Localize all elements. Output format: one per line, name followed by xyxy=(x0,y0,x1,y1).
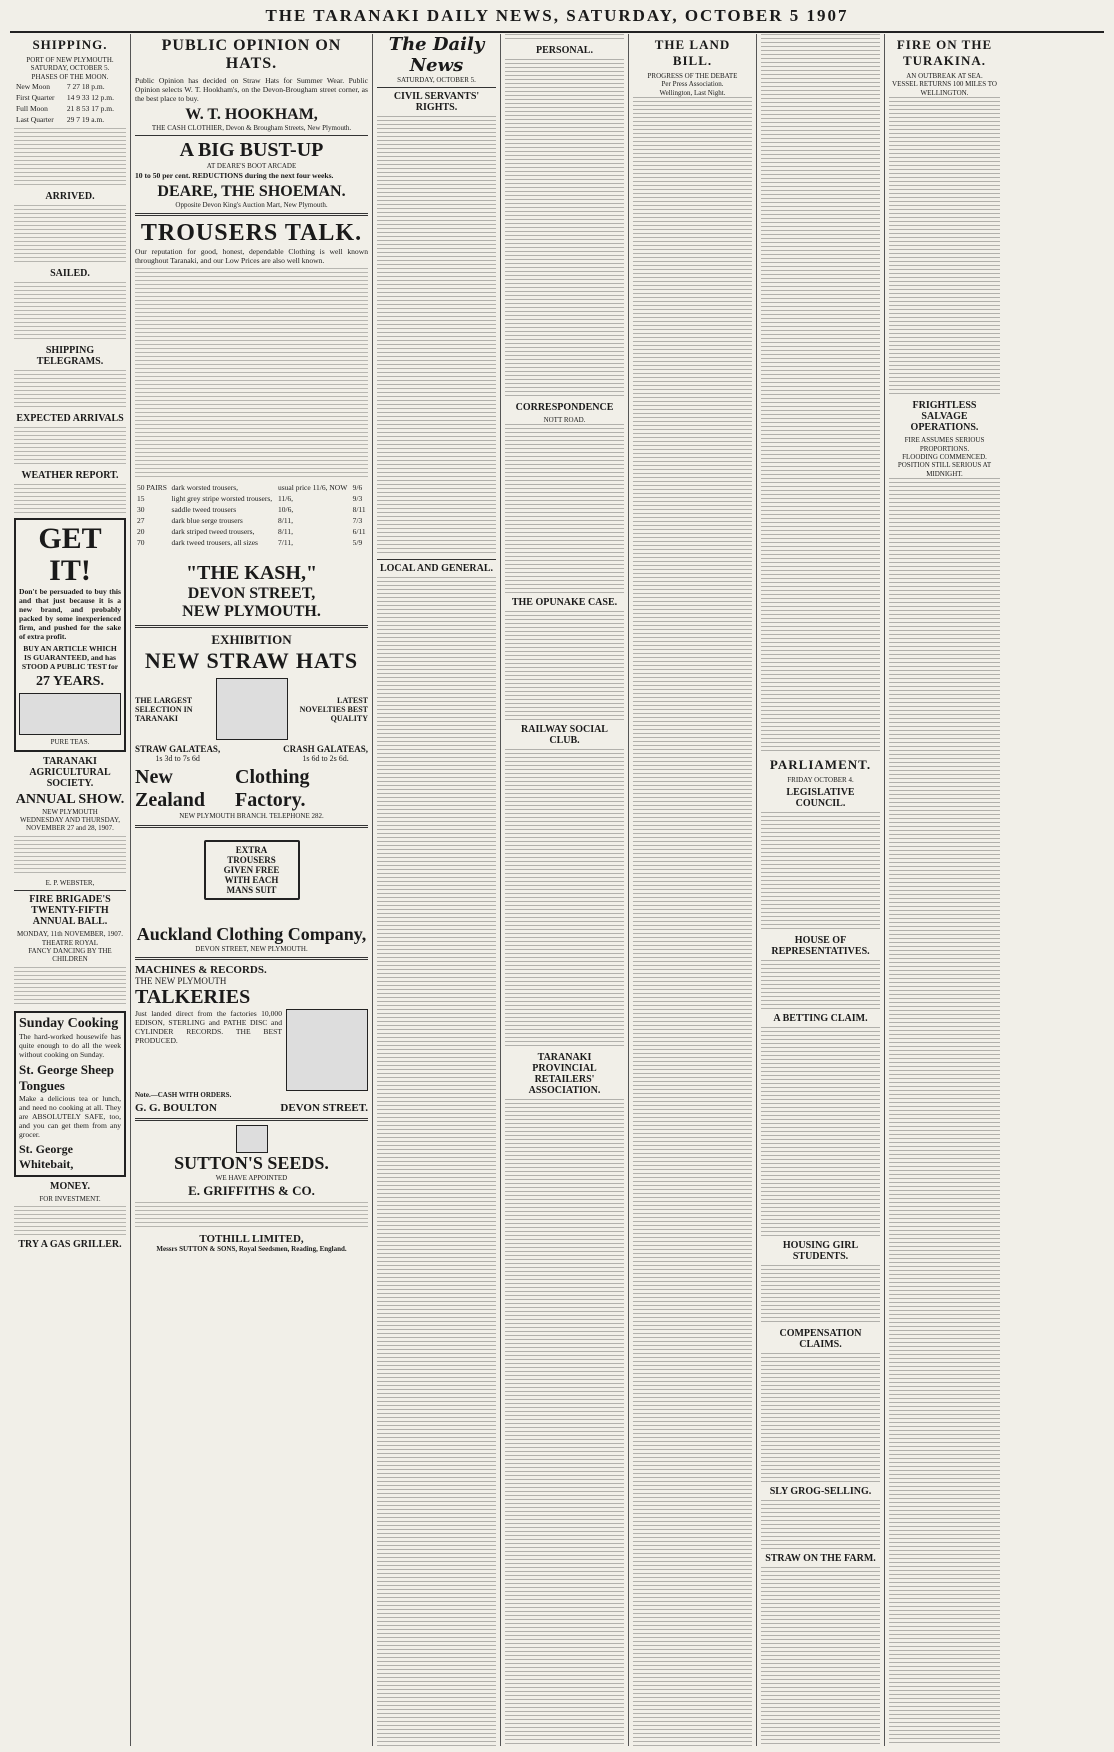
show-place: NEW PLYMOUTH xyxy=(42,807,98,816)
table-row xyxy=(14,81,126,92)
text-block xyxy=(505,34,624,42)
now-cell: 8/11 xyxy=(352,505,366,515)
qty-cell: 30 xyxy=(137,505,145,515)
get-it-years: 27 YEARS. xyxy=(36,674,104,690)
straw-galateas-price: 1s 3d to 7s 6d xyxy=(155,754,200,764)
get-it-text-2: BUY AN ARTICLE WHICH IS GUARANTEED, and has STOOD A PUBLIC TEST for xyxy=(21,644,119,672)
gas-griller: TRY A GAS GRILLER. xyxy=(18,1239,122,1251)
text-block xyxy=(761,1027,880,1237)
railway-heading: RAILWAY SOCIAL CLUB. xyxy=(521,724,608,747)
qty-cell: 15 xyxy=(137,494,145,504)
qty-cell: 70 xyxy=(137,538,145,548)
columns xyxy=(10,34,1104,1746)
sunday-cooking-ad xyxy=(14,1011,126,1177)
desc-cell: saddle tweed trousers xyxy=(171,505,237,515)
talkeries-title: TALKERIES xyxy=(135,986,251,1009)
moon-value: 29 7 19 a.m. xyxy=(66,115,105,125)
clothing-factory: Clothing Factory. xyxy=(235,766,310,812)
column-personal xyxy=(500,34,628,1746)
george-text: Make a delicious tea or lunch, and need no cooking at all. They are ABSOLUTELY SAFE, too, and you can get them from any grocer. xyxy=(19,1093,121,1139)
crest-icon xyxy=(236,1125,268,1153)
machines-title: MACHINES & RECORDS. xyxy=(135,964,267,977)
text-block xyxy=(889,97,1000,397)
frightless-heading: FRIGHTLESS SALVAGE OPERATIONS. xyxy=(910,400,979,434)
extra-trousers-badge: EXTRA TROUSERS GIVEN FREE WITH EACH MANS SUIT xyxy=(204,840,300,900)
nz-sub: NEW PLYMOUTH BRANCH. TELEPHONE 282. xyxy=(179,812,324,821)
text-block xyxy=(761,1353,880,1483)
fire-ball-heading: FIRE BRIGADE'S TWENTY-FIFTH ANNUAL BALL. xyxy=(29,894,111,928)
usual-cell: 11/6, xyxy=(278,494,293,504)
table-row xyxy=(14,114,126,125)
fancy-dancing: FANCY DANCING BY THE CHILDREN xyxy=(28,947,112,964)
column-shipping xyxy=(10,34,130,1746)
trousers-text: Our reputation for good, honest, dependable Clothing is well known throughout Taranaki, and our Low Prices are also well known. xyxy=(135,247,368,266)
text-block xyxy=(14,484,126,514)
trousers-table xyxy=(135,482,368,548)
text-block xyxy=(505,424,624,594)
press-label: Per Press Association. xyxy=(661,80,724,89)
progress-heading: PROGRESS OF THE DEBATE xyxy=(647,72,738,80)
usual-cell: usual price 11/6, NOW xyxy=(278,483,348,493)
qty-cell: 50 PAIRS xyxy=(137,483,167,493)
table-row xyxy=(135,515,368,526)
get-it-text: Don't be persuaded to buy this and that just because it is a new brand, and probably packed by some inexperienced firm, and pushed for the sake of extra profit. xyxy=(19,587,121,642)
text-block xyxy=(377,577,496,1746)
sly-heading: SLY GROG-SELLING. xyxy=(769,1486,872,1498)
parliament-heading: PARLIAMENT. xyxy=(769,757,872,772)
correspondence-heading: CORRESPONDENCE xyxy=(515,402,614,413)
hat-icon xyxy=(216,678,288,740)
moon-label: Last Quarter xyxy=(16,115,54,125)
desc-cell: light grey stripe worsted trousers, xyxy=(171,494,273,504)
expected-arrivals-heading: EXPECTED ARRIVALS xyxy=(16,413,124,425)
now-cell: 9/3 xyxy=(352,494,363,504)
moon-table xyxy=(14,81,126,125)
table-row xyxy=(135,526,368,537)
sunday-title: Sunday Cooking xyxy=(19,1015,119,1031)
hookham-sub: THE CASH CLOTHIER, Devon & Brougham Streets, New Plymouth. xyxy=(151,124,352,132)
text-block xyxy=(14,282,126,342)
legislative-heading: LEGISLATIVE COUNCIL. xyxy=(786,787,855,810)
show-secretary: E. P. WEBSTER, xyxy=(45,878,95,887)
desc-cell: dark blue serge trousers xyxy=(171,516,243,526)
get-it-ad xyxy=(14,518,126,751)
text-block xyxy=(505,59,624,399)
text-block xyxy=(761,960,880,1010)
now-cell: 9/6 xyxy=(352,483,363,493)
fire-heading: FIRE ON THE TURAKINA. xyxy=(896,37,993,68)
tea-logo-icon xyxy=(19,693,121,735)
farm-heading: STRAW ON THE FARM. xyxy=(765,1553,876,1565)
exhibition-label: EXHIBITION xyxy=(211,632,292,648)
whitebait-title: St. George Whitebait, xyxy=(19,1141,74,1171)
deare-sub: Opposite Devon King's Auction Mart, New Plymouth. xyxy=(175,200,328,209)
text-block xyxy=(14,836,126,876)
table-row xyxy=(135,504,368,515)
usual-cell: 10/6, xyxy=(278,505,294,515)
masthead: THE TARANAKI DAILY NEWS, SATURDAY, OCTOBER 5 1907 xyxy=(10,6,1104,33)
text-block xyxy=(377,116,496,556)
text-block xyxy=(761,1265,880,1325)
table-row xyxy=(135,493,368,504)
deare-title: DEARE, THE SHOEMAN. xyxy=(157,182,346,200)
shipping-telegrams-heading: SHIPPING TELEGRAMS. xyxy=(36,345,104,368)
qty-cell: 27 xyxy=(137,516,145,526)
text-block xyxy=(14,370,126,410)
text-block xyxy=(761,1500,880,1550)
crash-galateas-price: 1s 6d to 2s 6d. xyxy=(302,754,349,764)
phonograph-icon xyxy=(286,1009,368,1091)
table-row xyxy=(14,103,126,114)
text-block xyxy=(761,812,880,932)
tothill-name: TOTHILL LIMITED, xyxy=(199,1232,304,1245)
land-bill-heading: THE LAND BILL. xyxy=(654,37,731,68)
desc-cell: dark worsted trousers, xyxy=(171,483,238,493)
parliament-date: FRIDAY OCTOBER 4. xyxy=(787,776,854,784)
text-block xyxy=(14,967,126,1007)
sunday-text: The hard-worked housewife has quite enough to do all the week without cooking on Sunday. xyxy=(19,1031,121,1059)
text-block xyxy=(505,749,624,1049)
text-block xyxy=(505,1099,624,1746)
hookham-name: W. T. HOOKHAM, xyxy=(185,106,318,123)
sailed-heading: SAILED. xyxy=(50,268,90,280)
show-date: WEDNESDAY AND THURSDAY, NOVEMBER 27 and 28, 1907. xyxy=(20,816,120,833)
arrived-heading: ARRIVED. xyxy=(45,191,95,203)
largest-selection: THE LARGEST SELECTION IN TARANAKI xyxy=(135,695,193,723)
desc-cell: dark striped tweed trousers, xyxy=(171,527,255,537)
money-heading: MONEY. xyxy=(50,1180,90,1192)
moon-value: 21 8 53 17 p.m. xyxy=(66,104,114,114)
now-cell: 6/11 xyxy=(352,527,366,537)
usual-cell: 8/11, xyxy=(278,516,293,526)
nz-label: New Zealand xyxy=(135,766,206,812)
text-block xyxy=(14,427,126,467)
kash-town: NEW PLYMOUTH. xyxy=(182,603,321,621)
press-place: Wellington, Last Night. xyxy=(659,88,726,97)
auckland-sub: DEVON STREET, NEW PLYMOUTH. xyxy=(195,944,308,953)
appointed-label: WE HAVE APPOINTED xyxy=(215,1174,288,1183)
nott-heading: NOTT ROAD. xyxy=(543,416,586,424)
text-block xyxy=(135,268,368,478)
agri-heading: TARANAKI AGRICULTURAL SOCIETY. xyxy=(29,755,111,789)
desc-cell: dark tweed trousers, all sizes xyxy=(171,538,258,548)
griffiths-name: E. GRIFFITHS & CO. xyxy=(188,1182,315,1198)
table-row xyxy=(14,92,126,103)
text-block xyxy=(633,97,752,1746)
fire-assumes-heading: FIRE ASSUMES SERIOUS PROPORTIONS. xyxy=(904,436,985,453)
pure-teas: PURE TEAS. xyxy=(50,738,90,747)
text-block xyxy=(14,1206,126,1236)
compensation-heading: COMPENSATION CLAIMS. xyxy=(779,1328,862,1351)
text-block xyxy=(761,1567,880,1746)
fire-ball-place: THEATRE ROYAL xyxy=(41,938,99,947)
text-block xyxy=(14,128,126,188)
straw-hats-title: NEW STRAW HATS xyxy=(144,648,359,674)
bust-up-title: A BIG BUST-UP xyxy=(179,139,324,162)
auckland-title: Auckland Clothing Company, xyxy=(136,923,367,944)
text-block xyxy=(761,34,880,754)
reductions-text: 10 to 50 per cent. REDUCTIONS during the next four weeks. xyxy=(135,170,334,180)
flooding-heading: FLOODING COMMENCED. xyxy=(902,453,987,462)
column-turakina xyxy=(884,34,1004,1746)
crash-galateas: CRASH GALATEAS, xyxy=(283,744,368,755)
text-block xyxy=(135,1202,368,1230)
usual-cell: 7/11, xyxy=(278,538,293,548)
usual-cell: 8/11, xyxy=(278,527,293,537)
retailers-heading: TARANAKI PROVINCIAL RETAILERS' ASSOCIATION. xyxy=(528,1052,601,1097)
paper-title: The Daily News xyxy=(388,34,485,76)
fire-ball-date: MONDAY, 11th NOVEMBER, 1907. xyxy=(17,930,123,939)
trousers-title: TROUSERS TALK. xyxy=(140,220,363,247)
boulton-name: G. G. BOULTON xyxy=(135,1102,217,1115)
plymouth-label: THE NEW PLYMOUTH xyxy=(135,976,227,987)
table-row xyxy=(135,537,368,548)
kash-street: DEVON STREET, xyxy=(187,585,316,603)
column-land-bill xyxy=(628,34,756,1746)
port-heading: PORT OF NEW PLYMOUTH. xyxy=(26,56,114,64)
show-heading: ANNUAL SHOW. xyxy=(15,791,125,807)
civil-heading: CIVIL SERVANTS' RIGHTS. xyxy=(393,91,480,114)
devon-street: DEVON STREET. xyxy=(280,1102,368,1115)
now-cell: 7/3 xyxy=(352,516,363,526)
qty-cell: 20 xyxy=(137,527,145,537)
moon-label: New Moon xyxy=(16,82,50,92)
sutton-messrs: Messrs SUTTON & SONS, Royal Seedsmen, Reading, England. xyxy=(156,1244,347,1253)
moon-value: 14 9 33 12 p.m. xyxy=(66,93,114,103)
column-ads xyxy=(130,34,372,1746)
sutton-title: SUTTON'S SEEDS. xyxy=(174,1153,329,1174)
opinion-heading: PUBLIC OPINION ON HATS. xyxy=(161,37,342,72)
column-parliament xyxy=(756,34,884,1746)
moon-heading: PHASES OF THE MOON. xyxy=(31,72,109,81)
text-block xyxy=(889,478,1000,1746)
cash-note: Note.—CASH WITH ORDERS. xyxy=(135,1091,232,1100)
opunake-heading: THE OPUNAKE CASE. xyxy=(511,597,618,609)
vessel-heading: VESSEL RETURNS 100 MILES TO WELLINGTON. xyxy=(892,80,997,97)
betting-heading: A BETTING CLAIM. xyxy=(773,1013,868,1025)
house-heading: HOUSE OF REPRESENTATIVES. xyxy=(771,935,870,958)
table-row xyxy=(135,482,368,493)
weather-heading: WEATHER REPORT. xyxy=(21,470,119,482)
shipping-heading: SHIPPING. xyxy=(32,37,108,52)
position-heading: POSITION STILL SERIOUS AT MIDNIGHT. xyxy=(897,461,992,478)
bust-up-sub: AT DEARE'S BOOT ARCADE xyxy=(206,162,297,171)
george-title: St. George Sheep Tongues xyxy=(19,1061,114,1093)
text-block xyxy=(505,611,624,721)
talkeries-text: Just landed direct from the factories 10,000 EDISON, STERLING and PATHE DISC and CYLINDER RECORDS. THE BEST PRODUCED. xyxy=(135,1009,282,1046)
moon-label: First Quarter xyxy=(16,93,55,103)
local-heading: LOCAL AND GENERAL. xyxy=(379,563,494,575)
opinion-text: Public Opinion has decided on Straw Hats for Summer Wear. Public Opinion selects W. T. Hookham's, on the Devon-Brougham street corner, as the best place to buy. xyxy=(135,76,368,103)
get-it-title: GET IT! xyxy=(38,522,102,588)
personal-heading: PERSONAL. xyxy=(536,45,593,56)
outbreak-heading: AN OUTBREAK AT SEA. xyxy=(906,72,983,80)
moon-value: 7 27 18 p.m. xyxy=(66,82,105,92)
investment-heading: FOR INVESTMENT. xyxy=(39,1194,101,1203)
housing-heading: HOUSING GIRL STUDENTS. xyxy=(782,1240,859,1263)
moon-label: Full Moon xyxy=(16,104,48,114)
now-cell: 5/9 xyxy=(352,538,363,548)
kash-title: "THE KASH," xyxy=(185,562,318,585)
editorial-date: SATURDAY, OCTOBER 5. xyxy=(397,76,476,84)
shipping-date: SATURDAY, OCTOBER 5. xyxy=(30,64,110,73)
straw-galateas: STRAW GALATEAS, xyxy=(135,744,221,755)
latest-novelties: LATEST NOVELTIES BEST QUALITY xyxy=(299,695,368,723)
column-editorial xyxy=(372,34,500,1746)
text-block xyxy=(14,205,126,265)
